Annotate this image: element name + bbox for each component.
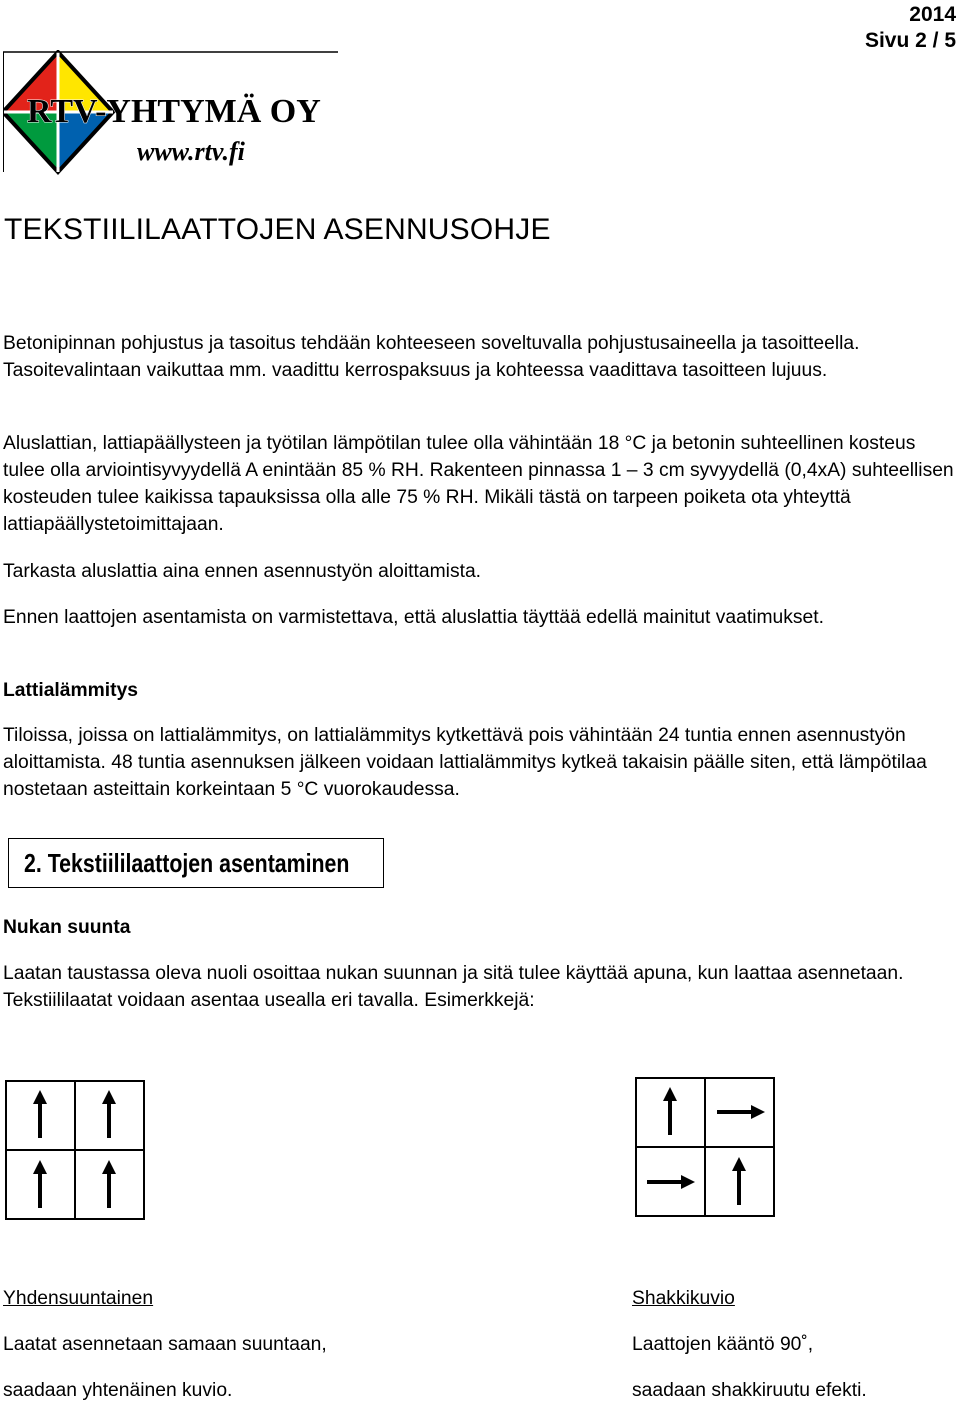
paragraph-tarkasta: Tarkasta aluslattia aina ennen asennustyön aloittamista. — [3, 561, 482, 582]
company-logo — [3, 50, 343, 175]
tile-grid-checkerboard — [635, 1077, 775, 1217]
header-year: 2014 — [909, 3, 956, 26]
heading-lattialammitys: Lattialämmitys — [3, 680, 139, 701]
example-title-shakkikuvio: Shakkikuvio — [632, 1288, 735, 1309]
example-title-yhdensuuntainen: Yhdensuuntainen — [3, 1288, 154, 1309]
tile-grid-parallel — [5, 1080, 145, 1220]
paragraph-nukan-suunta: Laatan taustassa oleva nuoli osoittaa nukan suunnan ja sitä tulee käyttää apuna, kun laattaa asennetaan. Tekstiililaatat voidaan asentaa usealla eri tavalla. Esimerkkejä: — [3, 963, 904, 1011]
logo-company-name: RTV-YHTYMÄ OY — [27, 93, 321, 130]
example-line1-yhdensuuntainen: Laatat asennetaan samaan suuntaan, — [3, 1334, 327, 1355]
page-header — [865, 2, 956, 54]
logo-url: www.rtv.fi — [137, 137, 245, 166]
example-line1-shakkikuvio: Laattojen kääntö 90˚, — [632, 1334, 814, 1355]
paragraph-vaatimukset: Ennen laattojen asentamista on varmistettava, että aluslattia täyttää edellä mainitut vaatimukset. — [3, 607, 824, 628]
diagram-shakkikuvio — [635, 1077, 775, 1222]
example-line2-yhdensuuntainen: saadaan yhtenäinen kuvio. — [3, 1380, 233, 1401]
paragraph-lattialammitys: Tiloissa, joissa on lattialämmitys, on lattialämmitys kytkettävä pois vähintään 24 tuntia ennen asennustyön aloittamista. 48 tuntia asennuksen jälkeen voidaan lattialämmitys kytkeä takaisin päälle siten, että lämpötilaa nostetaan asteittain korkeintaan 5 °C vuorokaudessa. — [3, 725, 927, 800]
example-yhdensuuntainen — [3, 1285, 327, 1404]
section-heading-box — [8, 838, 384, 888]
example-shakkikuvio — [632, 1285, 867, 1404]
section-heading: 2. Tekstiililaattojen asentaminen — [24, 848, 350, 878]
heading-nukan-suunta: Nukan suunta — [3, 917, 131, 938]
header-page-number: Sivu 2 / 5 — [864, 29, 956, 52]
diagram-yhdensuuntainen — [5, 1080, 145, 1225]
paragraph-lampotila-kosteus: Aluslattian, lattiapäällysteen ja työtilan lämpötilan tulee olla vähintään 18 °C ja betonin suhteellinen kosteus tulee olla arviointisyvyydellä A enintään 85 % RH. Rakenteen pinnassa 1 – 3 cm syvyydellä (0,4xA) suhteellisen kosteuden tulee kaikissa tapauksissa olla alle 75 % RH. Mikäli tästä on tarpeen poiketa ota yhteyttä lattiapäällystetoimittajaan. — [3, 433, 954, 535]
paragraph-pohjustus: Betonipinnan pohjustus ja tasoitus tehdään kohteeseen soveltuvalla pohjustusaineella ja tasoitteella. Tasoitevalintaan vaikuttaa mm. vaadittu kerrospaksuus ja kohteessa vaadittava tasoitteen lujuus. — [3, 333, 860, 381]
rtv-logo-graphic — [3, 50, 343, 175]
example-line2-shakkikuvio: saadaan shakkiruutu efekti. — [632, 1380, 867, 1401]
page-title: TEKSTIILILAATTOJEN ASENNUSOHJE — [4, 213, 551, 246]
